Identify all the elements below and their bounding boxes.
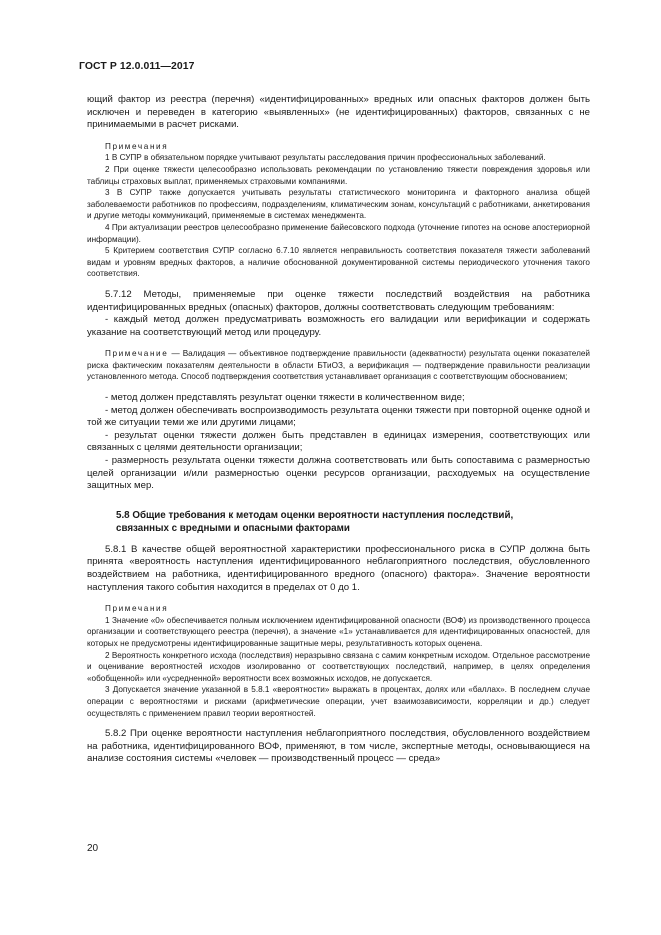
section-heading-line: связанных с вредными и опасными факторами [116,522,350,534]
note-paragraph [87,348,590,383]
note-item: 2 Вероятность конкретного исхода (последствия) неразрывно связана с самим конкретным исходом. Отдельное рассмотрение и оценивание вероятностей исходов изолированно от соответствующих последствий, например, в целях определения «обобщенной» или «усредненной» вероятности всех возможных исходов, не допускается. [87,650,590,683]
notes-label: Примечания [105,604,169,614]
section-heading-line: 5.8 Общие требования к методам оценки вероятности наступления последствий, [116,509,514,521]
clause-5-8-1: 5.8.1 В качестве общей вероятностной характеристики профессионального риска в СУПР должна быть принята «вероятность наступления идентифицированного неблагоприятного последствия, обусловленного воздействием на работника, идентифицированного вредного (опасного) фактора». Значение вероятности наступления такого события находится в пределах от 0 до 1. [87,543,590,593]
note-label: Примечание [105,349,169,359]
requirement-item: - результат оценки тяжести должен быть представлен в единицах измерения, соответствующих или связанных с целями деятельности организации; [87,429,590,454]
note-item: 2 При оценке тяжести целесообразно использовать рекомендации по установлению тяжести повреждения здоровья или таблицы страховых выплат, применяемых страховыми компаниями. [87,164,590,186]
note-item: 1 Значение «0» обеспечивается полным исключением идентифицированной опасности (ВОФ) из производственного процесса организации и соответствующего реестра (перечня), а значение «1» устанавливается для идентифицированных опасностей, для которых не предусмотрены идентифицированные защитные меры, результативность которых оценена. [87,615,590,648]
page-body [87,94,590,766]
intro-paragraph: ющий фактор из реестра (перечня) «идентифицированных» вредных или опасных факторов должен быть исключен и переведен в категорию «выявленных» (не идентифицированных) факторов, связанных с не принимаемыми в расчет рисками. [87,94,590,131]
note-item: 4 При актуализации реестров целесообразно применение байесовского подхода (уточнение гипотез на основе апостериорной информации). [87,222,590,244]
requirement-item: - метод должен обеспечивать воспроизводимость результата оценки тяжести при повторной оценке одной и той же ситуации теми же или другими лицами; [87,404,590,429]
section-heading [87,509,590,535]
note-text: — Валидация — объективное подтверждение правильности (адекватности) результата оценки показателей риска фактическим показателям деятельности в области БТиОЗ, а верификация — подтверждение правильности реализации установленного метода. Способ подтверждения соответствия устанавливает организация с соответствующим обоснованием; [87,349,590,382]
notes-label: Примечания [105,141,169,151]
note-item: 3 Допускается значение указанной в 5.8.1 «вероятности» выражать в процентах, долях или «баллах». В последнем случае операции с вероятностями и рисками (арифметические операции, учет взаимозависимости, корреляции и др.) следует осуществлять с применением правил теории вероятностей. [87,685,590,718]
requirement-item: - метод должен представлять результат оценки тяжести в количественном виде; [105,392,465,404]
page-number: 20 [87,843,99,854]
requirement-item: - каждый метод должен предусматривать возможность его валидации или верификации и содержать указание на соответствующий метод или процедуру. [87,314,590,338]
clause-5-7-12: 5.7.12 Методы, применяемые при оценке тяжести последствий воздействия на работника идентифицированных вредных (опасных) факторов, должны соответствовать следующим требованиям: [87,288,590,313]
requirement-item: - размерность результата оценки тяжести должна соответствовать или быть сопоставима с размерностью целей организации и/или размерностью оценки ресурсов организации, расходуемых на осуществление защитных мер. [87,455,590,492]
note-item: 3 В СУПР также допускается учитывать результаты статистического мониторинга и факторного анализа общей заболеваемости работников по профессиям, подразделениям, климатическим зонам, консультаций с работниками, анкетирования и другие методы коммуникаций, применяемые в системах менеджмента. [87,188,590,221]
note-item: 1 В СУПР в обязательном порядке учитывают результаты расследования причин профессиональных заболеваний. [105,153,546,163]
clause-5-8-2: 5.8.2 При оценке вероятности наступления неблагоприятного последствия, обусловленного воздействием на работника, идентифицированного ВОФ, применяют, в том числе, экспертные методы, основывающиеся на анализе состояния системы «человек — производственный процесс — среда» [87,728,590,765]
note-item: 5 Критерием соответствия СУПР согласно 6.7.10 является неправильность соответствия показателя тяжести заболеваний видам и уровням вредных факторов, а наличие обоснованной документированной системы периодического уточнения такого соответствия. [87,246,590,279]
document-header: ГОСТ Р 12.0.011—2017 [79,61,195,72]
